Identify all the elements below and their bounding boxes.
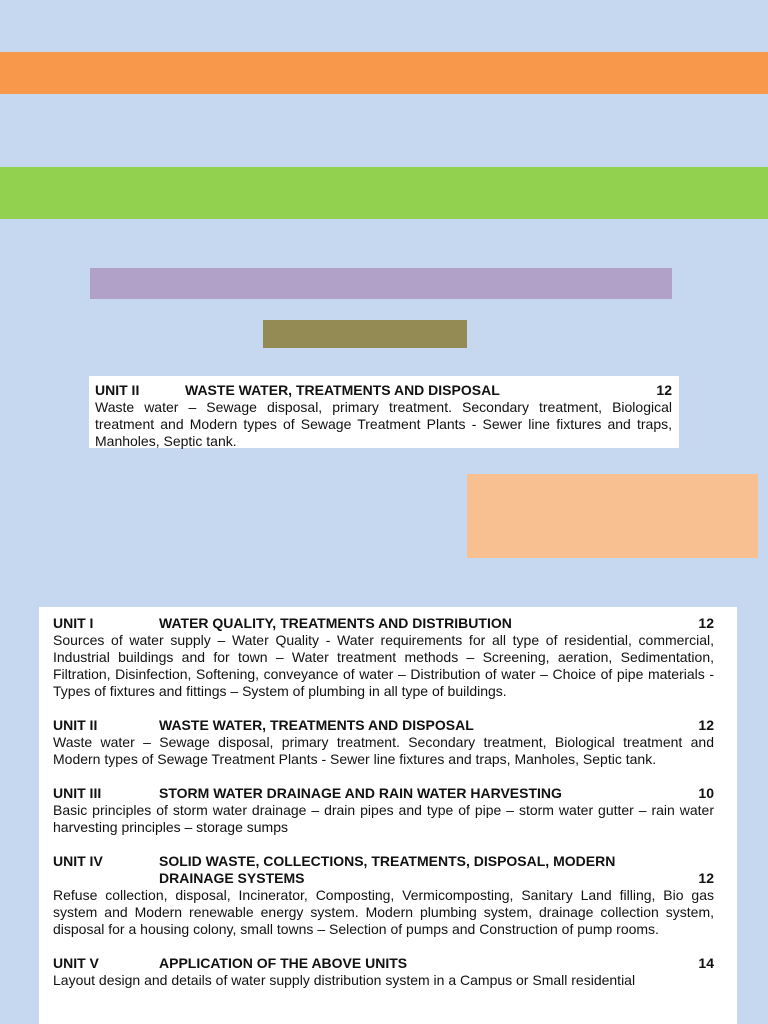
unit-hours: 12 xyxy=(698,615,714,631)
unit-header xyxy=(53,717,714,734)
unit-code: UNIT II xyxy=(53,717,98,733)
unit-block xyxy=(53,955,714,989)
unit-title: SOLID WASTE, COLLECTIONS, TREATMENTS, DISPOSAL, MODERN DRAINAGE SYSTEMS xyxy=(159,853,616,886)
unit-code: UNIT I xyxy=(53,615,94,631)
unit-title: WASTE WATER, TREATMENTS AND DISPOSAL xyxy=(185,382,500,398)
unit-block xyxy=(53,853,714,938)
orange-banner xyxy=(0,52,768,94)
unit-text: Waste water – Sewage disposal, primary treatment. Secondary treatment, Biological treatment and Modern types of Sewage Treatment Plants - Sewer line fixtures and traps, Manholes, Septic tank. xyxy=(53,734,714,767)
unit-title: APPLICATION OF THE ABOVE UNITS xyxy=(159,955,408,971)
unit-title: WASTE WATER, TREATMENTS AND DISPOSAL xyxy=(159,717,474,733)
purple-bar xyxy=(90,268,672,299)
unit-hours: 14 xyxy=(698,955,714,971)
unit-text: Sources of water supply – Water Quality - Water requirements for all type of residential, commercial, Industrial buildings and for town – Water treatment methods – Screening, aeration, Sedimentation, Filtration, Disinfection, Softening, conveyance of water – Distribution of water – Choice of pipe materials - Types of fixtures and fittings – System of plumbing in all type of buildings. xyxy=(53,632,714,699)
olive-bar xyxy=(263,320,467,348)
unit-text: Refuse collection, disposal, Incinerator, Composting, Vermicomposting, Sanitary Land filling, Bio gas system and Modern renewable energy system. Modern plumbing system, drainage collection system, disposal for a housing colony, small towns – Selection of pumps and Construction of pump rooms. xyxy=(53,887,714,937)
unit-ii-excerpt xyxy=(89,376,679,448)
unit-header xyxy=(53,853,714,887)
unit-code: UNIT II xyxy=(95,382,140,398)
unit-text: Layout design and details of water supply distribution system in a Campus or Small residential xyxy=(53,972,636,988)
unit-code: UNIT III xyxy=(53,785,102,801)
unit-hours: 12 xyxy=(698,717,714,733)
unit-title: STORM WATER DRAINAGE AND RAIN WATER HARVESTING xyxy=(159,785,562,801)
unit-hours: 10 xyxy=(698,785,714,801)
peach-box xyxy=(467,474,758,558)
unit-block xyxy=(53,717,714,768)
unit-hours: 12 xyxy=(656,382,672,398)
unit-header xyxy=(53,785,714,802)
unit-header xyxy=(95,382,672,399)
unit-block xyxy=(53,785,714,836)
unit-text: Basic principles of storm water drainage – drain pipes and type of pipe – storm water gutter – rain water harvesting principles – storage sumps xyxy=(53,802,714,835)
unit-block xyxy=(53,615,714,700)
unit-title: WATER QUALITY, TREATMENTS AND DISTRIBUTION xyxy=(159,615,512,631)
green-banner xyxy=(0,167,768,219)
unit-code: UNIT V xyxy=(53,955,99,971)
unit-header xyxy=(53,615,714,632)
syllabus-document xyxy=(39,607,737,1024)
unit-text: Waste water – Sewage disposal, primary treatment. Secondary treatment, Biological treatment and Modern types of Sewage Treatment Plants - Sewer line fixtures and traps, Manholes, Septic tank. xyxy=(95,399,672,449)
unit-code: UNIT IV xyxy=(53,853,103,869)
unit-hours: 12 xyxy=(698,870,714,886)
unit-header xyxy=(53,955,714,972)
